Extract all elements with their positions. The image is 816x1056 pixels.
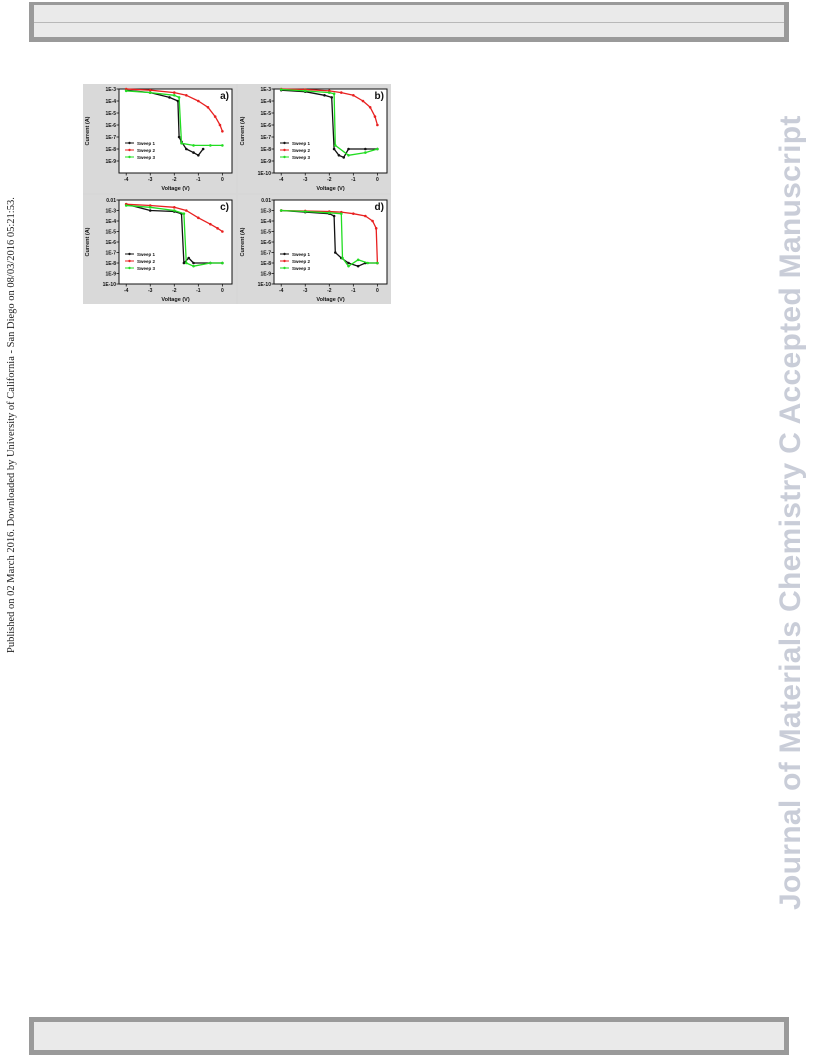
y-tick-label: 1E-9 — [105, 271, 116, 278]
data-point — [209, 262, 212, 265]
x-axis-label: Voltage (V) — [316, 297, 345, 303]
data-point — [202, 148, 205, 151]
x-tick-label: -2 — [172, 288, 177, 294]
legend-label: Sweep 3 — [137, 154, 156, 160]
y-tick-label: 1E-8 — [105, 146, 116, 153]
data-point — [197, 100, 200, 103]
data-point — [375, 227, 378, 230]
y-tick-label: 1E-9 — [260, 158, 271, 165]
x-tick-label: -4 — [123, 177, 129, 183]
manuscript-watermark: Journal of Materials Chemistry C Accepted Manuscript — [774, 115, 807, 910]
legend-label: Sweep 2 — [137, 258, 156, 264]
y-tick-label: 1E-4 — [105, 98, 116, 105]
legend-marker — [128, 253, 130, 255]
y-tick-label: 1E-7 — [260, 134, 271, 141]
data-point — [340, 91, 343, 94]
footer-bar — [29, 1017, 789, 1055]
legend-marker — [128, 260, 130, 262]
data-point — [357, 265, 360, 268]
chart-panel-a — [83, 84, 236, 193]
data-point — [347, 154, 350, 157]
data-point — [216, 227, 219, 230]
y-tick-label: 1E-3 — [260, 208, 271, 215]
y-axis-label: Current (A) — [85, 227, 91, 257]
legend-label: Sweep 1 — [137, 140, 156, 146]
data-point — [330, 96, 333, 99]
legend-marker — [283, 149, 285, 151]
data-point — [357, 259, 360, 262]
legend-marker — [128, 267, 130, 269]
y-tick-label: 1E-8 — [260, 260, 271, 267]
data-point — [304, 210, 307, 213]
y-tick-label: 1E-3 — [105, 208, 116, 215]
y-tick-label: 1E-3 — [105, 86, 116, 93]
x-tick-label: -1 — [196, 177, 201, 183]
data-point — [328, 212, 331, 215]
data-point — [173, 209, 176, 212]
panel-label: c) — [220, 202, 229, 213]
chart-panel-c — [83, 195, 236, 304]
data-point — [214, 115, 217, 118]
data-point — [352, 212, 355, 215]
data-point — [333, 215, 336, 218]
data-point — [362, 100, 365, 103]
legend-label: Sweep 1 — [137, 251, 156, 257]
data-point — [374, 115, 377, 118]
data-point — [183, 262, 186, 265]
chart-svg — [238, 195, 391, 304]
data-point — [333, 92, 336, 95]
x-tick-label: -3 — [303, 177, 308, 183]
data-point — [364, 215, 367, 218]
x-tick-label: -3 — [148, 288, 153, 294]
y-tick-label: 1E-6 — [260, 239, 271, 246]
data-point — [371, 220, 374, 223]
y-tick-label: 1E-4 — [105, 218, 116, 225]
y-tick-label: 1E-5 — [260, 229, 271, 236]
data-point — [173, 91, 176, 94]
data-point — [333, 148, 336, 151]
data-point — [173, 94, 176, 97]
data-point — [347, 148, 350, 151]
x-tick-label: -3 — [303, 288, 308, 294]
data-point — [173, 206, 176, 209]
data-point — [197, 217, 200, 220]
legend-marker — [283, 142, 285, 144]
data-point — [347, 265, 350, 268]
y-tick-label: 1E-7 — [105, 134, 116, 141]
data-point — [149, 206, 152, 209]
panel-label: b) — [374, 91, 384, 102]
x-tick-label: 0 — [375, 288, 379, 294]
data-point — [369, 106, 372, 109]
data-point — [149, 91, 152, 94]
data-point — [364, 148, 367, 151]
legend-label: Sweep 3 — [292, 265, 311, 271]
x-tick-label: -2 — [172, 177, 177, 183]
data-point — [185, 94, 188, 97]
data-point — [364, 151, 367, 154]
data-point — [221, 230, 224, 233]
data-point — [125, 204, 128, 207]
data-point — [338, 154, 341, 157]
data-point — [207, 106, 210, 109]
data-point — [197, 154, 200, 157]
legend-marker — [128, 156, 130, 158]
y-tick-label: 1E-9 — [260, 271, 271, 278]
panel-label: a) — [220, 91, 229, 102]
x-axis-label: Voltage (V) — [161, 297, 190, 303]
data-point — [149, 89, 152, 92]
data-point — [280, 88, 283, 91]
panel-label: d) — [374, 202, 384, 213]
x-tick-label: -3 — [148, 177, 153, 183]
data-point — [352, 94, 355, 97]
y-tick-label: 1E-6 — [105, 239, 116, 246]
y-axis-label: Current (A) — [240, 116, 246, 146]
legend-label: Sweep 1 — [292, 251, 311, 257]
legend-label: Sweep 3 — [292, 154, 311, 160]
legend-marker — [283, 253, 285, 255]
y-tick-label: 1E-7 — [260, 250, 271, 257]
data-point — [376, 124, 379, 127]
y-tick-label: 1E-6 — [105, 122, 116, 129]
data-point — [192, 151, 195, 154]
legend-label: Sweep 2 — [137, 147, 156, 153]
legend-label: Sweep 2 — [292, 147, 311, 153]
chart-svg — [83, 84, 236, 193]
data-point — [219, 124, 222, 127]
figure-iv-curves — [83, 84, 391, 304]
y-tick-label: 1E-7 — [105, 250, 116, 257]
data-point — [221, 144, 224, 147]
data-point — [328, 91, 331, 94]
plot-area — [119, 200, 232, 284]
legend-label: Sweep 3 — [137, 265, 156, 271]
data-point — [125, 90, 128, 93]
header-bar — [29, 2, 789, 42]
y-tick-label: 1E-6 — [260, 122, 271, 129]
y-tick-label: 1E-8 — [260, 146, 271, 153]
data-point — [323, 94, 326, 97]
data-point — [334, 144, 337, 147]
x-tick-label: -2 — [327, 288, 332, 294]
data-point — [209, 144, 212, 147]
y-tick-label: 0.01 — [106, 197, 116, 204]
data-point — [341, 257, 344, 260]
x-tick-label: -1 — [196, 288, 201, 294]
x-axis-label: Voltage (V) — [161, 186, 190, 192]
legend-marker — [283, 156, 285, 158]
legend-marker — [283, 260, 285, 262]
y-tick-label: 1E-9 — [105, 158, 116, 165]
data-point — [192, 262, 195, 265]
data-point — [178, 136, 181, 139]
legend-marker — [128, 149, 130, 151]
data-point — [209, 223, 212, 226]
data-point — [192, 265, 195, 268]
plot-area — [119, 89, 232, 173]
x-tick-label: -4 — [278, 288, 284, 294]
y-tick-label: 1E-8 — [105, 260, 116, 267]
x-tick-label: -2 — [327, 177, 332, 183]
x-tick-label: -4 — [278, 177, 284, 183]
data-point — [221, 262, 224, 265]
y-tick-label: 1E-3 — [260, 86, 271, 93]
chart-panel-d — [238, 195, 391, 304]
y-tick-label: 1E-10 — [102, 281, 116, 288]
data-point — [185, 209, 188, 212]
x-tick-label: 0 — [220, 288, 224, 294]
y-tick-label: 1E-10 — [257, 281, 271, 288]
data-point — [340, 212, 343, 215]
data-point — [304, 90, 307, 93]
chart-svg — [83, 195, 236, 304]
data-point — [185, 148, 188, 151]
x-tick-label: 0 — [220, 177, 224, 183]
chart-panel-b — [238, 84, 391, 193]
y-tick-label: 1E-10 — [257, 170, 271, 177]
x-tick-label: 0 — [375, 177, 379, 183]
download-note: Published on 02 March 2016. Downloaded by University of California - San Diego on 08/03/2016 05:21:53. — [6, 197, 17, 653]
x-axis-label: Voltage (V) — [316, 186, 345, 192]
data-point — [376, 148, 379, 151]
data-point — [342, 156, 345, 159]
data-point — [183, 212, 186, 215]
data-point — [334, 251, 337, 254]
y-tick-label: 1E-5 — [105, 229, 116, 236]
plot-area — [274, 89, 387, 173]
y-tick-label: 0.01 — [261, 197, 271, 204]
data-point — [149, 209, 152, 212]
legend-marker — [283, 267, 285, 269]
legend-label: Sweep 2 — [292, 258, 311, 264]
x-tick-label: -1 — [351, 288, 356, 294]
data-point — [178, 96, 181, 99]
data-point — [376, 262, 379, 265]
data-point — [180, 142, 183, 145]
legend-marker — [128, 142, 130, 144]
x-tick-label: -4 — [123, 288, 129, 294]
data-point — [221, 130, 224, 133]
data-point — [280, 209, 283, 212]
header-divider — [34, 22, 784, 23]
y-axis-label: Current (A) — [240, 227, 246, 257]
y-tick-label: 1E-4 — [260, 218, 271, 225]
data-point — [168, 96, 171, 99]
y-axis-label: Current (A) — [85, 116, 91, 146]
y-tick-label: 1E-5 — [105, 110, 116, 117]
data-point — [366, 262, 369, 265]
legend-label: Sweep 1 — [292, 140, 311, 146]
chart-svg — [238, 84, 391, 193]
y-tick-label: 1E-4 — [260, 98, 271, 105]
data-point — [187, 257, 190, 260]
y-tick-label: 1E-5 — [260, 110, 271, 117]
data-point — [192, 144, 195, 147]
x-tick-label: -1 — [351, 177, 356, 183]
data-point — [185, 262, 188, 265]
